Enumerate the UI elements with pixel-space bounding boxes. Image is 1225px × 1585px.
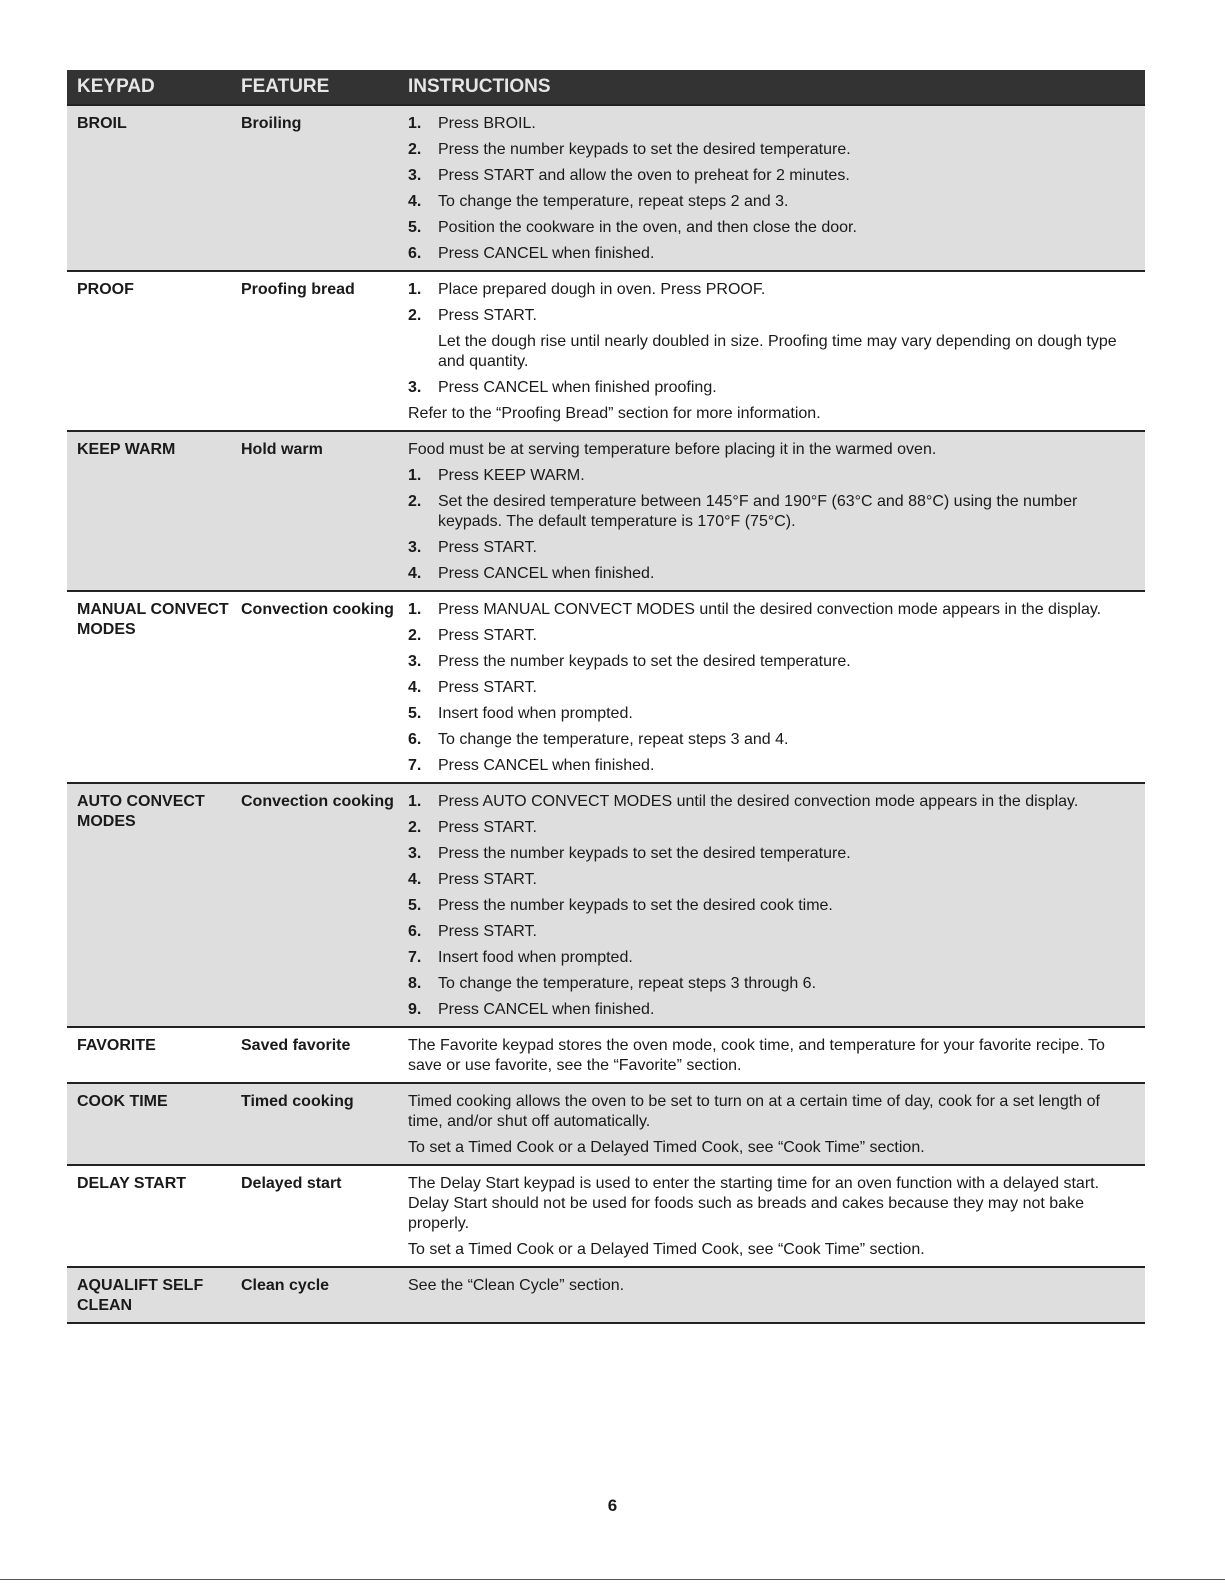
- step-text: Insert food when prompted.: [438, 705, 633, 722]
- step: [408, 378, 1135, 398]
- step-number: 2.: [408, 493, 422, 510]
- paragraph: Timed cooking allows the oven to be set to turn on at a certain time of day, cook for a set length of time, and/or shut off automatically.: [408, 1093, 1100, 1130]
- keypad-name: MANUAL CONVECT MODES: [77, 601, 229, 638]
- step-number: 1.: [408, 601, 422, 618]
- step-number: 9.: [408, 1001, 422, 1018]
- step-number: 1.: [408, 115, 422, 132]
- step: [408, 306, 1135, 326]
- header-instructions: INSTRUCTIONS: [408, 76, 551, 97]
- step: [408, 792, 1135, 812]
- step: [408, 730, 1135, 750]
- step-number: 5.: [408, 219, 422, 236]
- table-row: [67, 784, 1145, 1028]
- step: [408, 244, 1135, 264]
- feature-name: Convection cooking: [241, 793, 394, 810]
- step: [408, 678, 1135, 698]
- step: [408, 140, 1135, 160]
- step: [408, 870, 1135, 890]
- step-text: Set the desired temperature between 145°F and 190°F (63°C and 88°C) using the number keypads. The default temperature is 170°F (75°C).: [438, 493, 1078, 530]
- instructions: [398, 1276, 1145, 1316]
- feature-name: Hold warm: [241, 441, 323, 458]
- step: [408, 844, 1135, 864]
- step-text: Press START.: [438, 539, 537, 556]
- table-row: [67, 1166, 1145, 1268]
- step-text: Press START.: [438, 679, 537, 696]
- step-text: To change the temperature, repeat steps 3 and 4.: [438, 731, 789, 748]
- reference-note: Refer to the “Proofing Bread” section for more information.: [408, 405, 821, 422]
- step-number: 3.: [408, 167, 422, 184]
- feature-name: Convection cooking: [241, 601, 394, 618]
- feature-name: Proofing bread: [241, 281, 355, 298]
- step-text: Press START.: [438, 923, 537, 940]
- step-text: Press START and allow the oven to preheat for 2 minutes.: [438, 167, 850, 184]
- step-number: 6.: [408, 923, 422, 940]
- step-number: 4.: [408, 565, 422, 582]
- instructions: [398, 114, 1145, 264]
- instructions: [398, 1036, 1145, 1076]
- step: [408, 704, 1135, 724]
- table-row: [67, 432, 1145, 592]
- step-number: 6.: [408, 245, 422, 262]
- feature-name: Saved favorite: [241, 1037, 351, 1054]
- table-header: [67, 70, 1145, 106]
- step: [408, 818, 1135, 838]
- step-number: 1.: [408, 467, 422, 484]
- step-number: 7.: [408, 757, 422, 774]
- step-text: Press CANCEL when finished.: [438, 245, 655, 262]
- step: [408, 948, 1135, 968]
- step-text: Press START.: [438, 819, 537, 836]
- instructions: [398, 1174, 1145, 1260]
- step: [408, 626, 1135, 646]
- table-row: [67, 106, 1145, 272]
- instructions: [398, 600, 1145, 776]
- step-number: 2.: [408, 307, 422, 324]
- step-number: 3.: [408, 653, 422, 670]
- step: [408, 652, 1135, 672]
- paragraph: See the “Clean Cycle” section.: [408, 1277, 625, 1294]
- instructions: [398, 1092, 1145, 1158]
- keypad-name: DELAY START: [77, 1175, 187, 1192]
- keypad-name: PROOF: [77, 281, 134, 298]
- instructions: [398, 792, 1145, 1020]
- step-text: Press the number keypads to set the desired temperature.: [438, 845, 851, 862]
- instructions: [398, 440, 1145, 584]
- paragraph: To set a Timed Cook or a Delayed Timed Cook, see “Cook Time” section.: [408, 1139, 925, 1156]
- step-number: 5.: [408, 705, 422, 722]
- feature-name: Broiling: [241, 115, 302, 132]
- step-number: 7.: [408, 949, 422, 966]
- step-text: Place prepared dough in oven. Press PROOF.: [438, 281, 766, 298]
- header-feature: FEATURE: [241, 76, 330, 97]
- instructions: [398, 280, 1145, 424]
- step-note: Let the dough rise until nearly doubled in size. Proofing time may vary depending on dough type and quantity.: [438, 333, 1117, 370]
- keypad-name: AQUALIFT SELF CLEAN: [77, 1277, 204, 1314]
- step-number: 2.: [408, 141, 422, 158]
- step: [408, 218, 1135, 238]
- table-row: [67, 1084, 1145, 1166]
- step-number: 6.: [408, 731, 422, 748]
- page-number: 6: [607, 1496, 618, 1515]
- step-text: Press START.: [438, 627, 537, 644]
- step-number: 1.: [408, 793, 422, 810]
- step-text: Press KEEP WARM.: [438, 467, 585, 484]
- step-number: 2.: [408, 627, 422, 644]
- step: [408, 466, 1135, 486]
- step: [408, 538, 1135, 558]
- step-text: Press MANUAL CONVECT MODES until the desired convection mode appears in the display.: [438, 601, 1102, 618]
- feature-name: Clean cycle: [241, 1277, 330, 1294]
- header-keypad: KEYPAD: [77, 76, 155, 97]
- step: [408, 756, 1135, 776]
- step: [408, 922, 1135, 942]
- keypad-name: FAVORITE: [77, 1037, 156, 1054]
- table-row: [67, 1028, 1145, 1084]
- keypad-name: BROIL: [77, 115, 127, 132]
- table-row: [67, 592, 1145, 784]
- step-text: Press the number keypads to set the desired temperature.: [438, 141, 851, 158]
- step-text: Press CANCEL when finished.: [438, 757, 655, 774]
- step: [408, 492, 1135, 532]
- step-number: 2.: [408, 819, 422, 836]
- step-text: To change the temperature, repeat steps 3 through 6.: [438, 975, 817, 992]
- step-text: To change the temperature, repeat steps 2 and 3.: [438, 193, 789, 210]
- step-number: 3.: [408, 539, 422, 556]
- keypad-feature-table: [67, 70, 1145, 1324]
- table-row: [67, 1268, 1145, 1324]
- step-number: 5.: [408, 897, 422, 914]
- step: [408, 166, 1135, 186]
- step-number: 3.: [408, 845, 422, 862]
- step: [408, 192, 1135, 212]
- step: [408, 564, 1135, 584]
- keypad-name: AUTO CONVECT MODES: [77, 793, 205, 830]
- step-text: Press the number keypads to set the desired temperature.: [438, 653, 851, 670]
- step-text: Press START.: [438, 871, 537, 888]
- step-number: 4.: [408, 871, 422, 888]
- paragraph: The Favorite keypad stores the oven mode, cook time, and temperature for your favorite recipe. To save or use favorite, see the “Favorite” section.: [408, 1037, 1105, 1074]
- step: [408, 1000, 1135, 1020]
- step-text: Press CANCEL when finished.: [438, 1001, 655, 1018]
- step-text: Insert food when prompted.: [438, 949, 633, 966]
- step-text: Press CANCEL when finished proofing.: [438, 379, 717, 396]
- intro-note: Food must be at serving temperature before placing it in the warmed oven.: [408, 441, 937, 458]
- step-number: 4.: [408, 193, 422, 210]
- feature-name: Timed cooking: [241, 1093, 354, 1110]
- step-number: 4.: [408, 679, 422, 696]
- keypad-name: COOK TIME: [77, 1093, 168, 1110]
- step-text: Position the cookware in the oven, and then close the door.: [438, 219, 857, 236]
- paragraph: The Delay Start keypad is used to enter the starting time for an oven function with a delayed start. Delay Start should not be used for foods such as breads and cakes because they may not bake properly.: [408, 1175, 1100, 1232]
- step: [408, 974, 1135, 994]
- step-text: Press CANCEL when finished.: [438, 565, 655, 582]
- table-row: [67, 272, 1145, 432]
- keypad-name: KEEP WARM: [77, 441, 176, 458]
- step-number: 3.: [408, 379, 422, 396]
- step: [408, 896, 1135, 916]
- step: [408, 600, 1135, 620]
- step-text: Press START.: [438, 307, 537, 324]
- step: [408, 280, 1135, 300]
- step-number: 1.: [408, 281, 422, 298]
- step-number: 8.: [408, 975, 422, 992]
- step-text: Press AUTO CONVECT MODES until the desired convection mode appears in the display.: [438, 793, 1079, 810]
- step-text: Press BROIL.: [438, 115, 536, 132]
- feature-name: Delayed start: [241, 1175, 342, 1192]
- page-bottom-rule: [0, 1579, 1225, 1580]
- paragraph: To set a Timed Cook or a Delayed Timed Cook, see “Cook Time” section.: [408, 1241, 925, 1258]
- step-text: Press the number keypads to set the desired cook time.: [438, 897, 833, 914]
- step: [408, 114, 1135, 134]
